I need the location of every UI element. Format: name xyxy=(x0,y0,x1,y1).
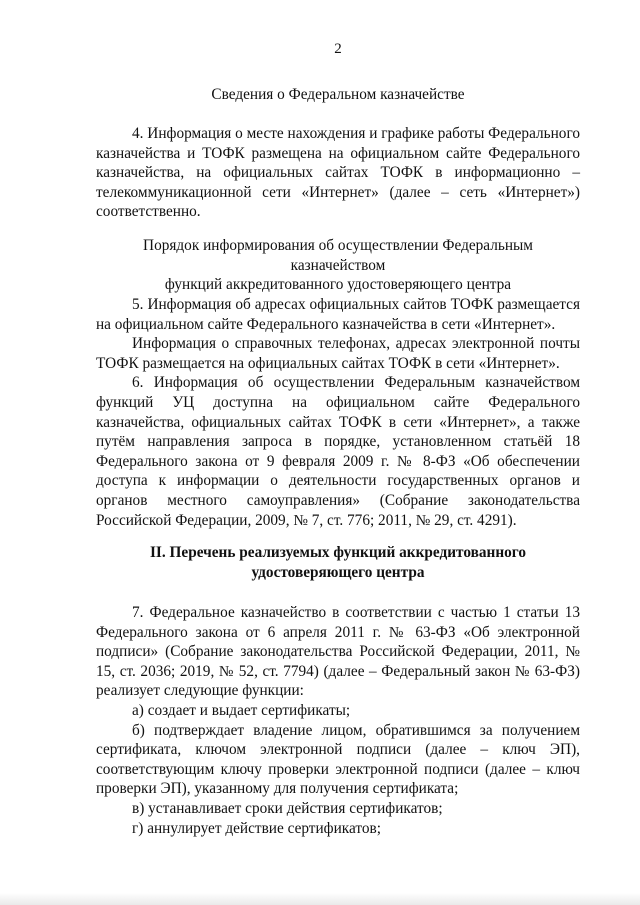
section-title-line: удостоверяющего центра xyxy=(251,563,425,581)
section-title-line: функций аккредитованного удостоверяющего центра xyxy=(164,276,512,294)
paragraph-7: 7. Федеральное казначейство в соответствии с частью 1 статьи 13 Федерального закона от 6 апреля 2011 г. № 63-ФЗ «Об электронной подписи» (Собрание законодательства Российской Федерации, 2011, № 15, ст. 2036; 2019, № 52, ст. 7794) (далее – Федеральный закон № 63-ФЗ) реализует следующие функции: xyxy=(96,604,580,700)
list-item-a: а) создает и выдает сертификаты; xyxy=(132,701,351,719)
paragraph-6: 6. Информация об осуществлении Федеральным казначейством функций УЦ доступна на официальном сайте Федерального казначейства, официальных сайтах ТОФК в сети «Интернет», а также путём направления запроса в порядке, установленном статьёй 18 Федерального закона от 9 февраля 2009 г. № 8-ФЗ «Об обеспечении доступа к информации о деятельности государственных органов и органов местного самоуправления» (Собрание законодательства Российской Федерации, 2009, № 7, ст. 776; 2011, № 29, ст. 4291). xyxy=(96,374,580,529)
section-body-treasury-info xyxy=(96,124,580,222)
list-item-g: г) аннулирует действие сертификатов; xyxy=(132,819,381,837)
section-title-line: Порядок информирования об осуществлении Федеральным казначейством xyxy=(143,237,533,274)
paragraph-5-contacts: Информация о справочных телефонах, адресах электронной почты ТОФК размещается на официальных сайтах ТОФК в сети «Интернет». xyxy=(96,335,580,372)
list-item-v: в) устанавливает сроки действия сертификатов; xyxy=(132,799,443,817)
scan-bottom-edge xyxy=(0,893,640,905)
page-number: 2 xyxy=(334,41,342,57)
section-title-functions-list xyxy=(96,543,580,582)
paragraph-5: 5. Информация об адресах официальных сайтов ТОФК размещается на официальном сайте Федерального казначейства в сети «Интернет». xyxy=(96,296,580,333)
section-body-informing-procedure xyxy=(96,295,580,530)
list-item-b: б) подтверждает владение лицом, обратившимся за получением сертификата, ключом электронной подписи (далее – ключ ЭП), соответствующим ключу проверки электронной подписи (далее – ключ проверки ЭП), указанному для получения сертификата; xyxy=(96,721,580,798)
section-body-functions-list xyxy=(96,603,580,838)
section-title-informing-procedure xyxy=(96,236,580,295)
paragraph-4: 4. Информация о месте нахождения и графике работы Федерального казначейства и ТОФК размещена на официальном сайте Федерального казначейства, на официальных сайтах ТОФК в информационно – телекоммуникационной сети «Интернет» (далее – сеть «Интернет») соответственно. xyxy=(96,125,580,221)
section-title-treasury-info: Сведения о Федеральном казначействе xyxy=(211,86,465,103)
section-title-line: II. Перечень реализуемых функций аккредитованного xyxy=(149,544,527,561)
